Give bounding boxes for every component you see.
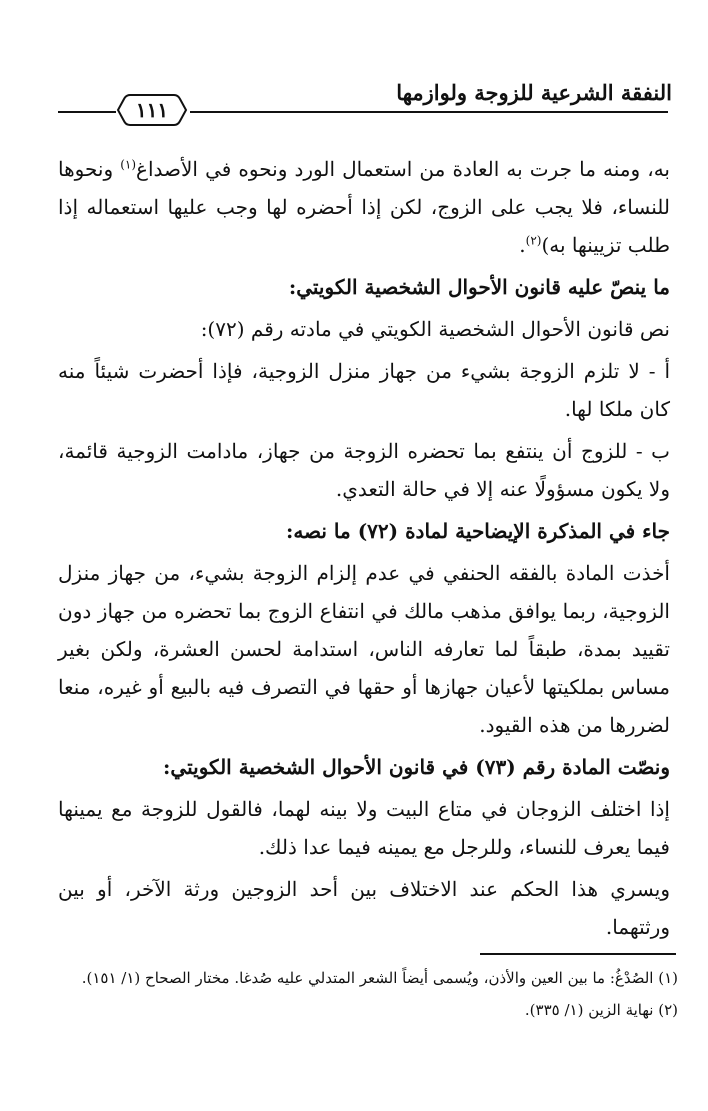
footnote-ref-2: (٢) — [525, 233, 542, 248]
paragraph-1-text-a: به، ومنه ما جرت به العادة من استعمال الورد ونحوه في الأصداغ — [136, 157, 670, 181]
footnote-separator — [480, 953, 676, 955]
footnotes — [58, 964, 678, 1028]
main-text — [58, 150, 670, 950]
section-heading-3: ونصّت المادة رقم (٧٣) في قانون الأحوال الشخصية الكويتي: — [163, 755, 670, 779]
page-number-frame — [116, 93, 188, 127]
section-heading-1: ما ينصّ عليه قانون الأحوال الشخصية الكويتي: — [288, 275, 670, 299]
section-heading-2: جاء في المذكرة الإيضاحية لمادة (٧٢) ما نصه: — [285, 519, 670, 543]
footnote-ref-1: (١) — [120, 157, 137, 172]
footnote-2: (٢) نهاية الزين (١/ ٣٣٥). — [524, 1001, 678, 1019]
footnote-1: (١) الصُدْغُ: ما بين العين والأذن، ويُسمى أيضاً الشعر المتدلي عليه صُدغا. مختار الصحاح (١/ ١٥١). — [81, 969, 678, 987]
paragraph-6: إذا اختلف الزوجان في متاع البيت ولا بينه لهما، فالقول للزوجة مع يمينها فيما يعرف للنساء، وللرجل مع يمينه فيما عدا ذلك. — [58, 797, 670, 859]
running-header-title: النفقة الشرعية للزوجة ولوازمها — [396, 80, 672, 105]
paragraph-1 — [58, 150, 670, 264]
paragraph-1-end: . — [519, 233, 526, 257]
header-rule-left — [58, 111, 116, 113]
paragraph-1-text-b: ونحوها للنساء، فلا يجب على الزوج، لكن إذا أحضره لها وجب عليها استعماله إذا طلب تزيينها به) — [58, 157, 670, 257]
header-rule-right — [190, 111, 668, 113]
paragraph-7: ويسري هذا الحكم عند الاختلاف بين أحد الزوجين ورثة الآخر، أو بين ورثتهما. — [58, 877, 670, 939]
paragraph-5: أخذت المادة بالفقه الحنفي في عدم إلزام الزوجة بشيء، من جهاز منزل الزوجية، ربما يوافق مذهب مالك في انتفاع الزوج بما تحضره من جهاز دون تقييد بمدة، طبقاً لما تعارفه الناس، استدامة لحسن العشرة، ولكن بغير مساس بملكيتها لأعيان جهازها أو حقها في التصرف فيه بالبيع أو غيره، منعا لضررها من هذه القيود. — [58, 561, 670, 737]
paragraph-2: نص قانون الأحوال الشخصية الكويتي في مادته رقم (٧٢): — [200, 317, 670, 341]
paragraph-4: ب - للزوج أن ينتفع بما تحضره الزوجة من جهاز، مادامت الزوجية قائمة، ولا يكون مسؤولًا عنه إلا في حالة التعدي. — [58, 439, 670, 501]
page-number: ١١١ — [135, 98, 169, 122]
paragraph-3: أ - لا تلزم الزوجة بشيء من جهاز منزل الزوجية، فإذا أحضرت شيئاً منه كان ملكا لها. — [58, 359, 670, 421]
